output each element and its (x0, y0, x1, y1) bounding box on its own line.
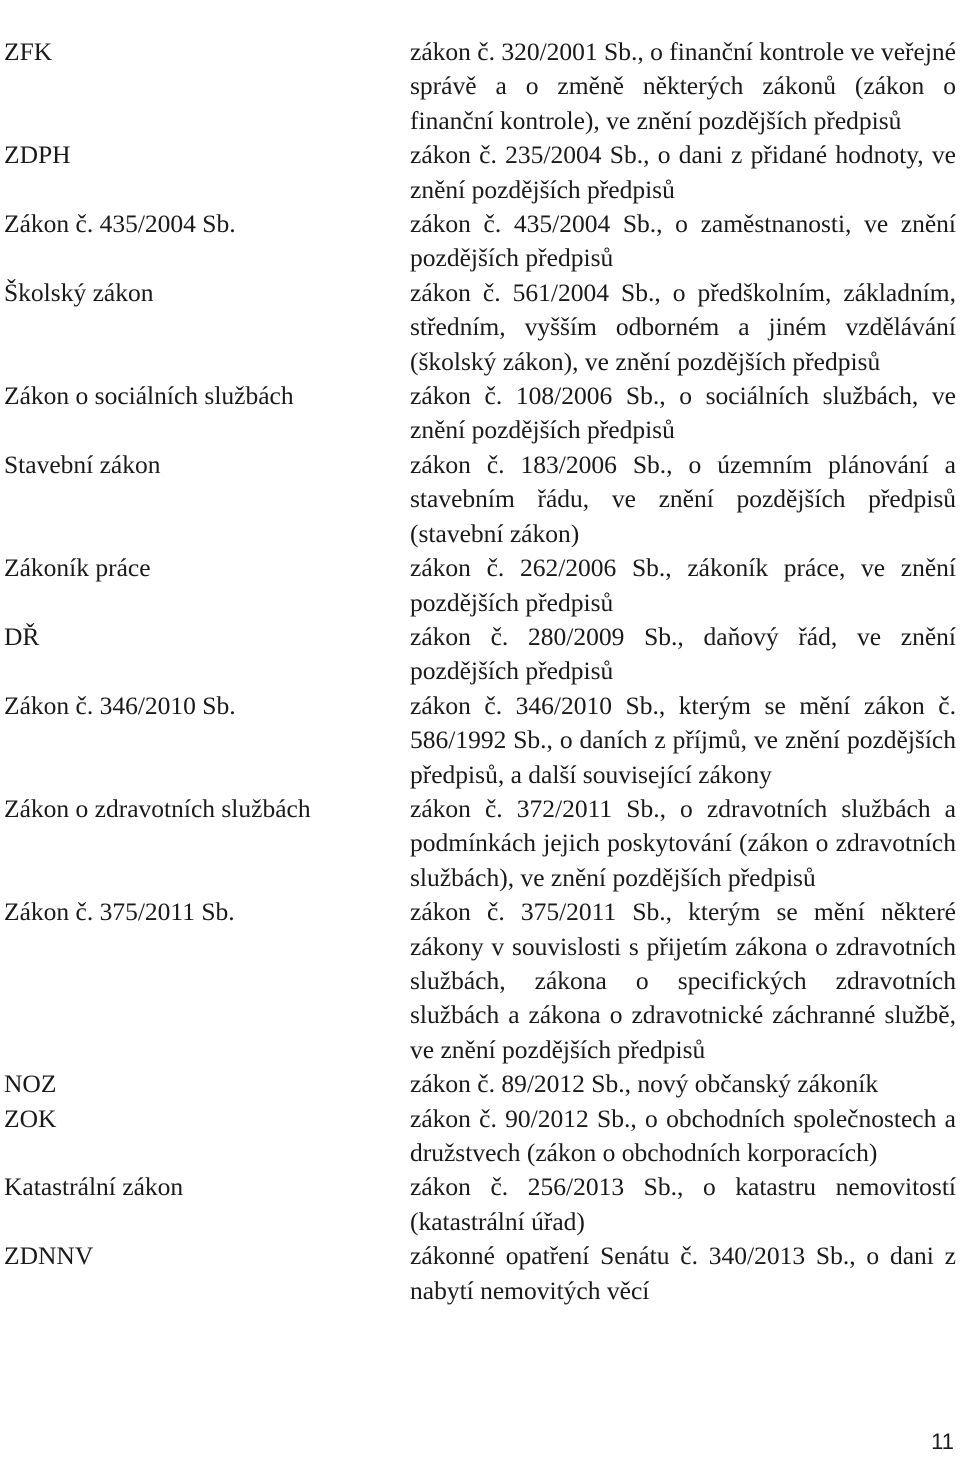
entry-term: Školský zákon (4, 277, 154, 307)
entry-term: DŘ (4, 621, 40, 651)
entry-zakon-o-zdravotnich-sluzbach (4, 792, 956, 895)
entry-zakon-346-2010 (4, 689, 956, 792)
entry-zok (4, 1102, 956, 1171)
entry-dr (4, 620, 956, 689)
entry-definition: zákon č. 235/2004 Sb., o dani z přidané hodnoty, ve znění pozdějších předpisů (410, 140, 956, 204)
entry-definition: zákon č. 90/2012 Sb., o obchodních společnostech a družstvech (zákon o obchodních korporacích) (410, 1103, 956, 1167)
entry-definition: zákon č. 89/2012 Sb., nový občanský zákoník (410, 1069, 879, 1099)
entry-definition: zákon č. 372/2011 Sb., o zdravotních službách a podmínkách jejich poskytování (zákon o zdravotních službách), ve znění pozdějších předpisů (410, 793, 956, 892)
entry-definition: zákon č. 561/2004 Sb., o předškolním, základním, středním, vyšším odborném a jiném vzdělávání (školský zákon), ve znění pozdějších předpisů (410, 277, 956, 376)
entry-zakonik-prace (4, 551, 956, 620)
entry-term: Zákon o zdravotních službách (4, 793, 311, 823)
entry-definition: zákon č. 320/2001 Sb., o finanční kontrole ve veřejné správě a o změně některých zákonů (zákon o finanční kontrole), ve znění pozdějších předpisů (410, 37, 956, 135)
entry-definition: zákon č. 280/2009 Sb., daňový řád, ve znění pozdějších předpisů (410, 621, 956, 686)
entry-term: ZFK (4, 37, 53, 66)
entry-zakon-o-socialnich-sluzbach (4, 379, 956, 448)
entry-term: Zákoník práce (4, 553, 151, 583)
entry-definition: zákon č. 435/2004 Sb., o zaměstnanosti, ve znění pozdějších předpisů (410, 209, 956, 273)
entry-zdph (4, 138, 956, 207)
abbreviation-list (4, 35, 956, 1308)
entry-katastralni-zakon (4, 1170, 956, 1239)
entry-term: ZDNNV (4, 1241, 94, 1271)
entry-stavebni-zakon (4, 448, 956, 551)
entry-definition: zákon č. 262/2006 Sb., zákoník práce, ve znění pozdějších předpisů (410, 553, 956, 617)
entry-definition: zákon č. 256/2013 Sb., o katastru nemovitostí (katastrální úřad) (410, 1172, 956, 1236)
entry-definition: zákon č. 108/2006 Sb., o sociálních službách, ve znění pozdějších předpisů (410, 381, 956, 445)
entry-definition: zákon č. 346/2010 Sb., kterým se mění zákon č. 586/1992 Sb., o daních z příjmů, ve znění pozdějších předpisů, a další související zákony (410, 690, 956, 789)
entry-term: Stavební zákon (4, 449, 161, 479)
entry-term: Zákon o sociálních službách (4, 381, 294, 411)
entry-definition: zákon č. 375/2011 Sb., kterým se mění některé zákony v souvislosti s přijetím zákona o zdravotních službách, zákona o specifických zdravotních službách a zákona o zdravotnické záchranné službě, ve znění pozdějších předpisů (410, 897, 956, 1064)
entry-skolsky-zakon (4, 276, 956, 379)
page-number: 11 (931, 1429, 954, 1454)
entry-term: Zákon č. 375/2011 Sb. (4, 897, 235, 927)
entry-term: Zákon č. 435/2004 Sb. (4, 209, 236, 239)
entry-term: Katastrální zákon (4, 1172, 184, 1202)
entry-zakon-375-2011 (4, 895, 956, 1067)
entry-zfk (4, 35, 956, 138)
entry-zdnnv (4, 1239, 956, 1308)
entry-definition: zákon č. 183/2006 Sb., o územním plánování a stavebním řádu, ve znění pozdějších předpisů (stavební zákon) (410, 449, 956, 548)
entry-definition: zákonné opatření Senátu č. 340/2013 Sb., o dani z nabytí nemovitých věcí (410, 1241, 956, 1305)
entry-term: ZDPH (4, 140, 71, 170)
entry-zakon-435-2004 (4, 207, 956, 276)
entry-term: Zákon č. 346/2010 Sb. (4, 690, 236, 720)
entry-noz (4, 1067, 956, 1101)
entry-term: NOZ (4, 1069, 57, 1099)
entry-term: ZOK (4, 1103, 57, 1133)
